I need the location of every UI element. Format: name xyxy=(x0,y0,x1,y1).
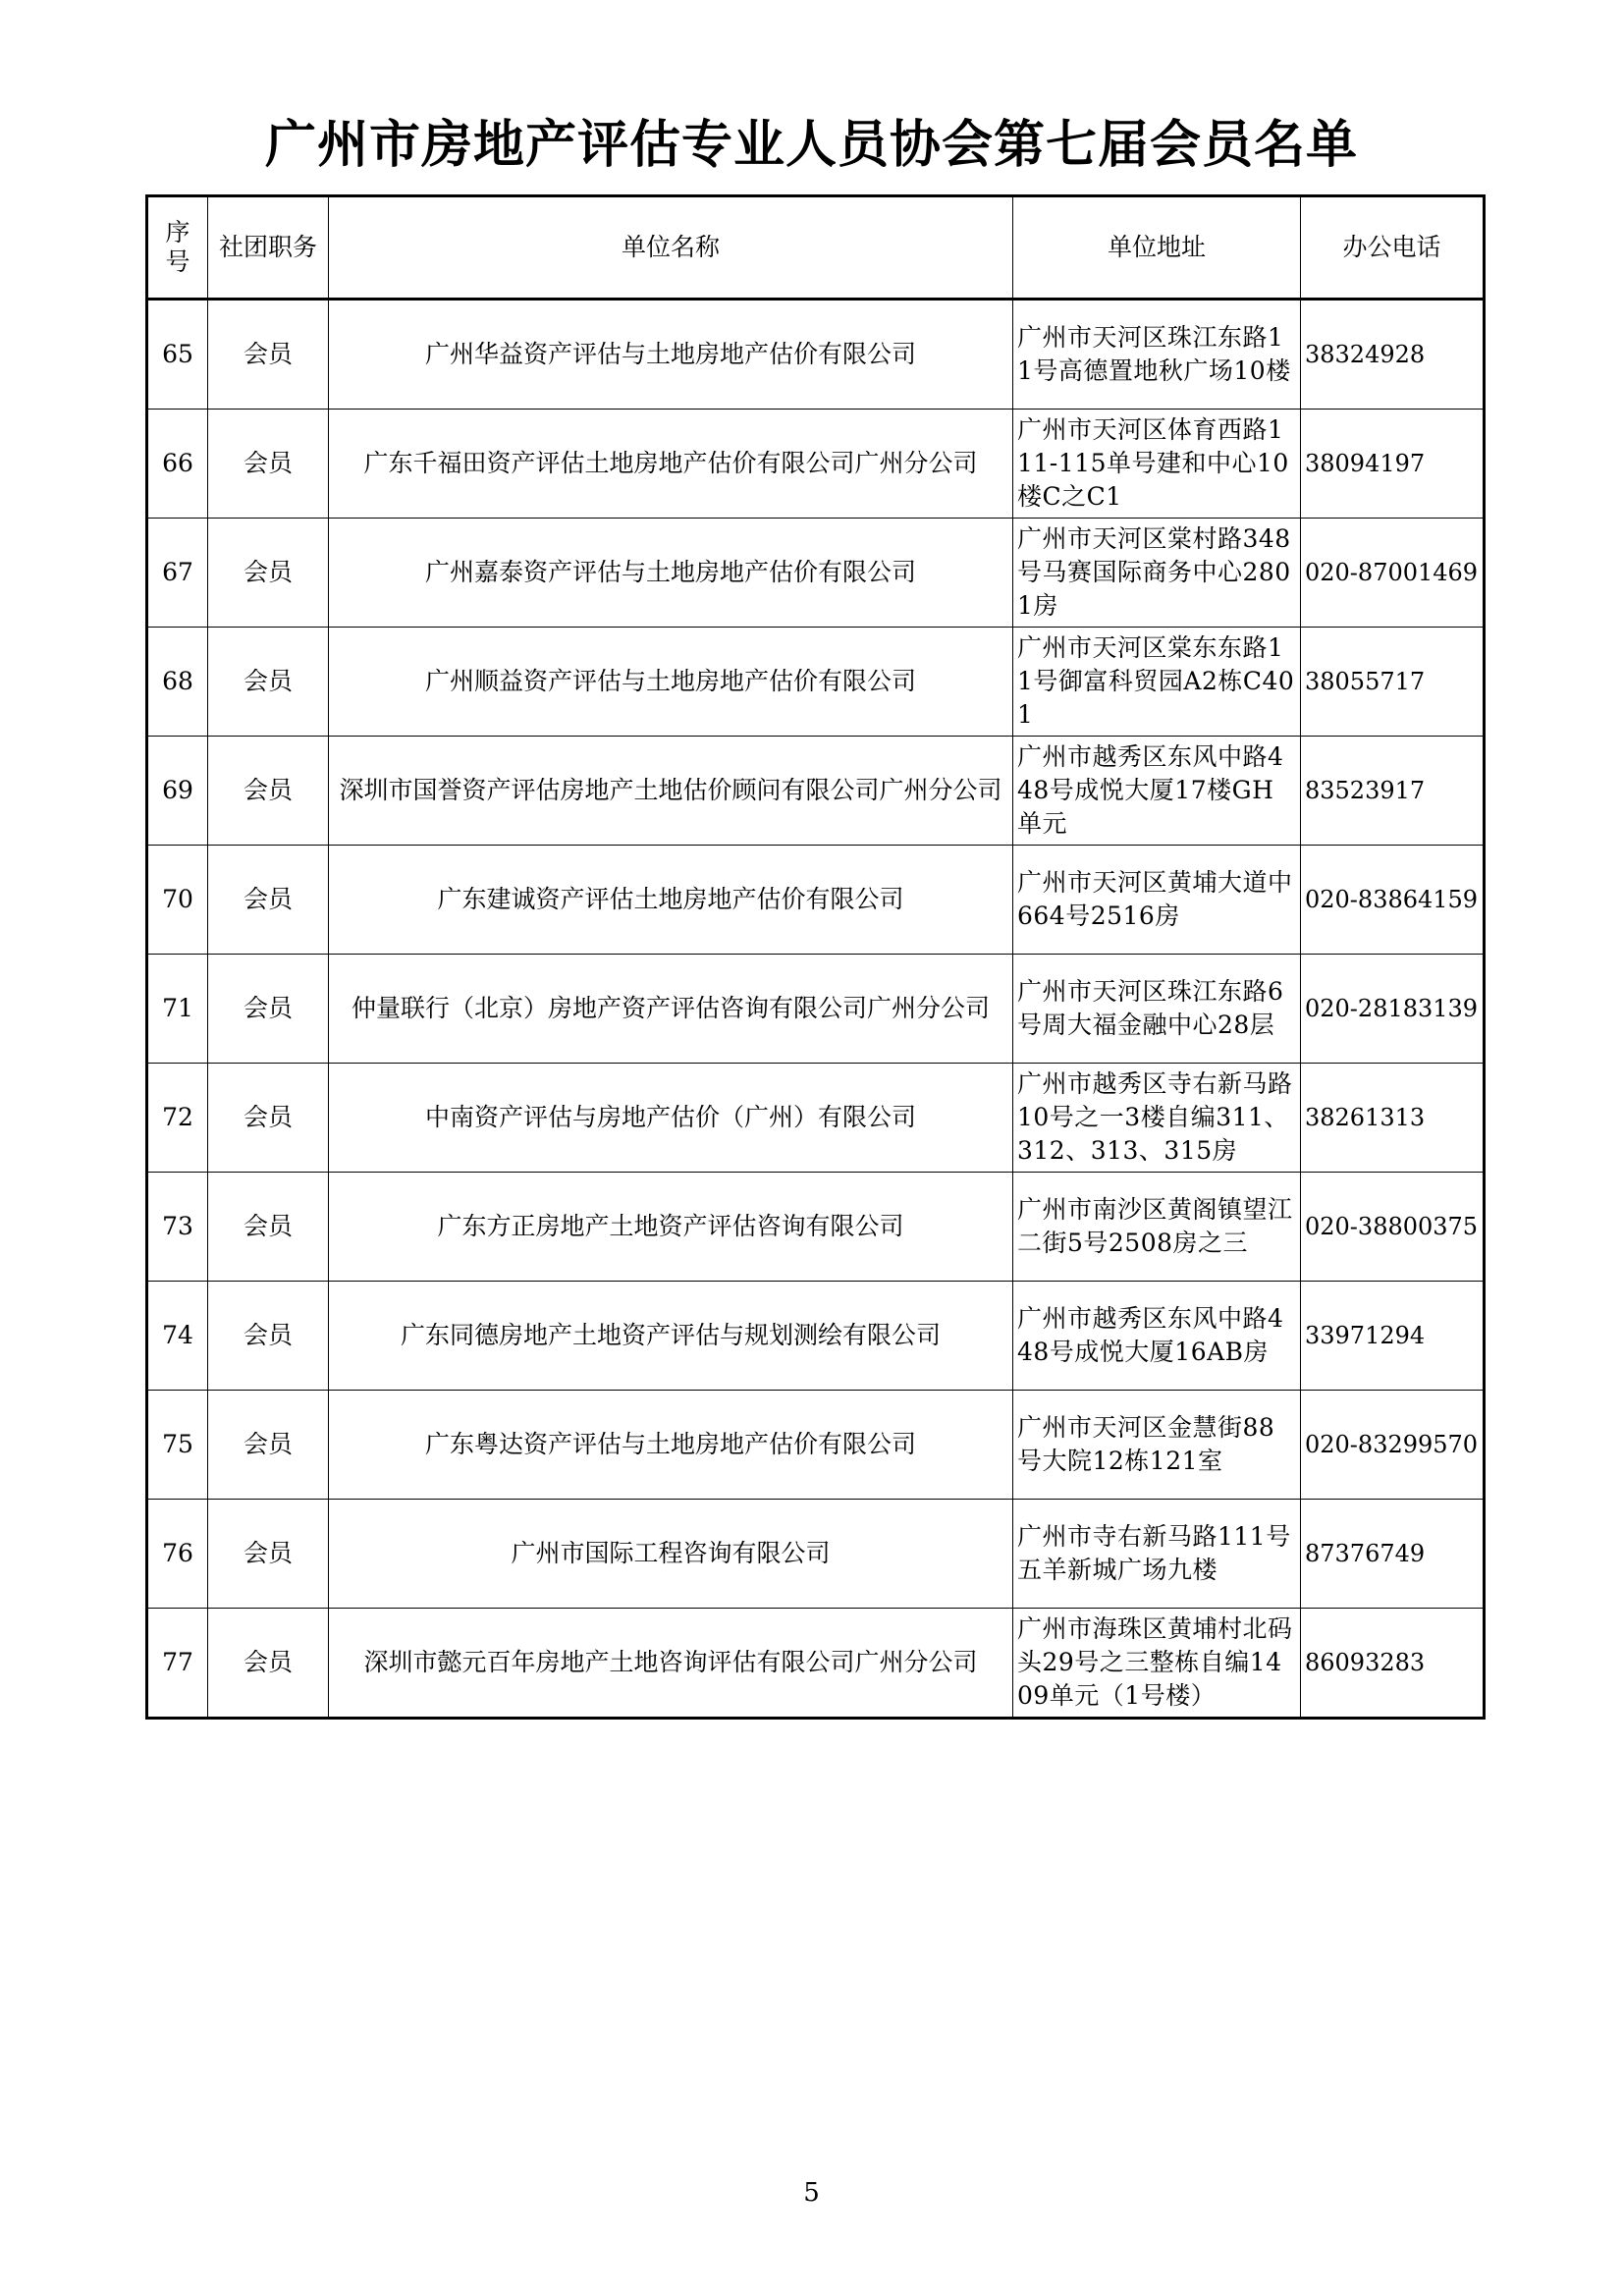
row-company-name: 深圳市国誉资产评估房地产土地估价顾问有限公司广州分公司 xyxy=(329,737,1013,846)
page-number: 5 xyxy=(803,2178,820,2208)
row-company-name: 广东同德房地产土地资产评估与规划测绘有限公司 xyxy=(329,1282,1013,1391)
row-role: 会员 xyxy=(208,737,329,846)
row-address: 广州市天河区黄埔大道中664号2516房 xyxy=(1013,846,1301,955)
row-address: 广州市越秀区东风中路448号成悦大厦17楼GH单元 xyxy=(1013,737,1301,846)
row-role: 会员 xyxy=(208,1064,329,1173)
row-company-name: 广东粤达资产评估与土地房地产估价有限公司 xyxy=(329,1391,1013,1500)
row-address: 广州市天河区金慧街88号大院12栋121室 xyxy=(1013,1391,1301,1500)
row-number: 70 xyxy=(147,846,208,955)
header-number: 序号 xyxy=(147,196,208,300)
header-phone: 办公电话 xyxy=(1301,196,1485,300)
table-row xyxy=(147,1391,1485,1500)
row-number: 67 xyxy=(147,519,208,628)
row-phone: 020-38800375 xyxy=(1301,1173,1485,1282)
table-row xyxy=(147,737,1485,846)
row-phone: 87376749 xyxy=(1301,1500,1485,1609)
row-address: 广州市海珠区黄埔村北码头29号之三整栋自编1409单元（1号楼） xyxy=(1013,1609,1301,1719)
row-number: 76 xyxy=(147,1500,208,1609)
row-phone: 33971294 xyxy=(1301,1282,1485,1391)
row-address: 广州市越秀区寺右新马路10号之一3楼自编311、312、313、315房 xyxy=(1013,1064,1301,1173)
row-company-name: 中南资产评估与房地产估价（广州）有限公司 xyxy=(329,1064,1013,1173)
table-row xyxy=(147,300,1485,410)
table-header-row xyxy=(147,196,1485,300)
row-address: 广州市天河区珠江东路11号高德置地秋广场10楼 xyxy=(1013,300,1301,410)
row-phone: 38094197 xyxy=(1301,410,1485,519)
row-address: 广州市天河区珠江东路6号周大福金融中心28层 xyxy=(1013,955,1301,1064)
row-address: 广州市天河区棠东东路11号御富科贸园A2栋C401 xyxy=(1013,628,1301,737)
row-phone: 020-28183139 xyxy=(1301,955,1485,1064)
row-number: 73 xyxy=(147,1173,208,1282)
row-role: 会员 xyxy=(208,300,329,410)
row-address: 广州市天河区棠村路348号马赛国际商务中心2801房 xyxy=(1013,519,1301,628)
row-number: 75 xyxy=(147,1391,208,1500)
row-role: 会员 xyxy=(208,1173,329,1282)
row-number: 72 xyxy=(147,1064,208,1173)
row-address: 广州市南沙区黄阁镇望江二街5号2508房之三 xyxy=(1013,1173,1301,1282)
row-company-name: 深圳市懿元百年房地产土地咨询评估有限公司广州分公司 xyxy=(329,1609,1013,1719)
row-role: 会员 xyxy=(208,846,329,955)
row-company-name: 广东方正房地产土地资产评估咨询有限公司 xyxy=(329,1173,1013,1282)
row-company-name: 广州华益资产评估与土地房地产估价有限公司 xyxy=(329,300,1013,410)
row-address: 广州市天河区体育西路111-115单号建和中心10楼C之C1 xyxy=(1013,410,1301,519)
row-company-name: 广东千福田资产评估土地房地产估价有限公司广州分公司 xyxy=(329,410,1013,519)
table-row xyxy=(147,1609,1485,1719)
row-role: 会员 xyxy=(208,519,329,628)
table-row xyxy=(147,955,1485,1064)
row-number: 68 xyxy=(147,628,208,737)
document-title: 广州市房地产评估专业人员协会第七届会员名单 xyxy=(264,116,1358,175)
row-company-name: 广州嘉泰资产评估与土地房地产估价有限公司 xyxy=(329,519,1013,628)
row-phone: 38261313 xyxy=(1301,1064,1485,1173)
row-phone: 38324928 xyxy=(1301,300,1485,410)
header-role: 社团职务 xyxy=(208,196,329,300)
row-company-name: 广东建诚资产评估土地房地产估价有限公司 xyxy=(329,846,1013,955)
row-role: 会员 xyxy=(208,1391,329,1500)
row-number: 66 xyxy=(147,410,208,519)
row-number: 74 xyxy=(147,1282,208,1391)
table-row xyxy=(147,1064,1485,1173)
row-phone: 38055717 xyxy=(1301,628,1485,737)
row-role: 会员 xyxy=(208,1500,329,1609)
row-phone: 83523917 xyxy=(1301,737,1485,846)
row-role: 会员 xyxy=(208,410,329,519)
row-phone: 020-83299570 xyxy=(1301,1391,1485,1500)
table-row xyxy=(147,519,1485,628)
header-company-name: 单位名称 xyxy=(329,196,1013,300)
table-row xyxy=(147,846,1485,955)
row-number: 77 xyxy=(147,1609,208,1719)
table-row xyxy=(147,1500,1485,1609)
row-phone: 86093283 xyxy=(1301,1609,1485,1719)
row-address: 广州市寺右新马路111号五羊新城广场九楼 xyxy=(1013,1500,1301,1609)
row-role: 会员 xyxy=(208,1609,329,1719)
table-body xyxy=(147,300,1485,1719)
table-row xyxy=(147,628,1485,737)
row-company-name: 仲量联行（北京）房地产资产评估咨询有限公司广州分公司 xyxy=(329,955,1013,1064)
row-role: 会员 xyxy=(208,628,329,737)
row-number: 69 xyxy=(147,737,208,846)
table-row xyxy=(147,410,1485,519)
row-number: 71 xyxy=(147,955,208,1064)
row-phone: 020-87001469 xyxy=(1301,519,1485,628)
row-company-name: 广州顺益资产评估与土地房地产估价有限公司 xyxy=(329,628,1013,737)
row-address: 广州市越秀区东风中路448号成悦大厦16AB房 xyxy=(1013,1282,1301,1391)
row-company-name: 广州市国际工程咨询有限公司 xyxy=(329,1500,1013,1609)
row-role: 会员 xyxy=(208,955,329,1064)
table-row xyxy=(147,1282,1485,1391)
row-number: 65 xyxy=(147,300,208,410)
table-row xyxy=(147,1173,1485,1282)
row-phone: 020-83864159 xyxy=(1301,846,1485,955)
header-address: 单位地址 xyxy=(1013,196,1301,300)
member-table xyxy=(145,194,1486,1720)
row-role: 会员 xyxy=(208,1282,329,1391)
